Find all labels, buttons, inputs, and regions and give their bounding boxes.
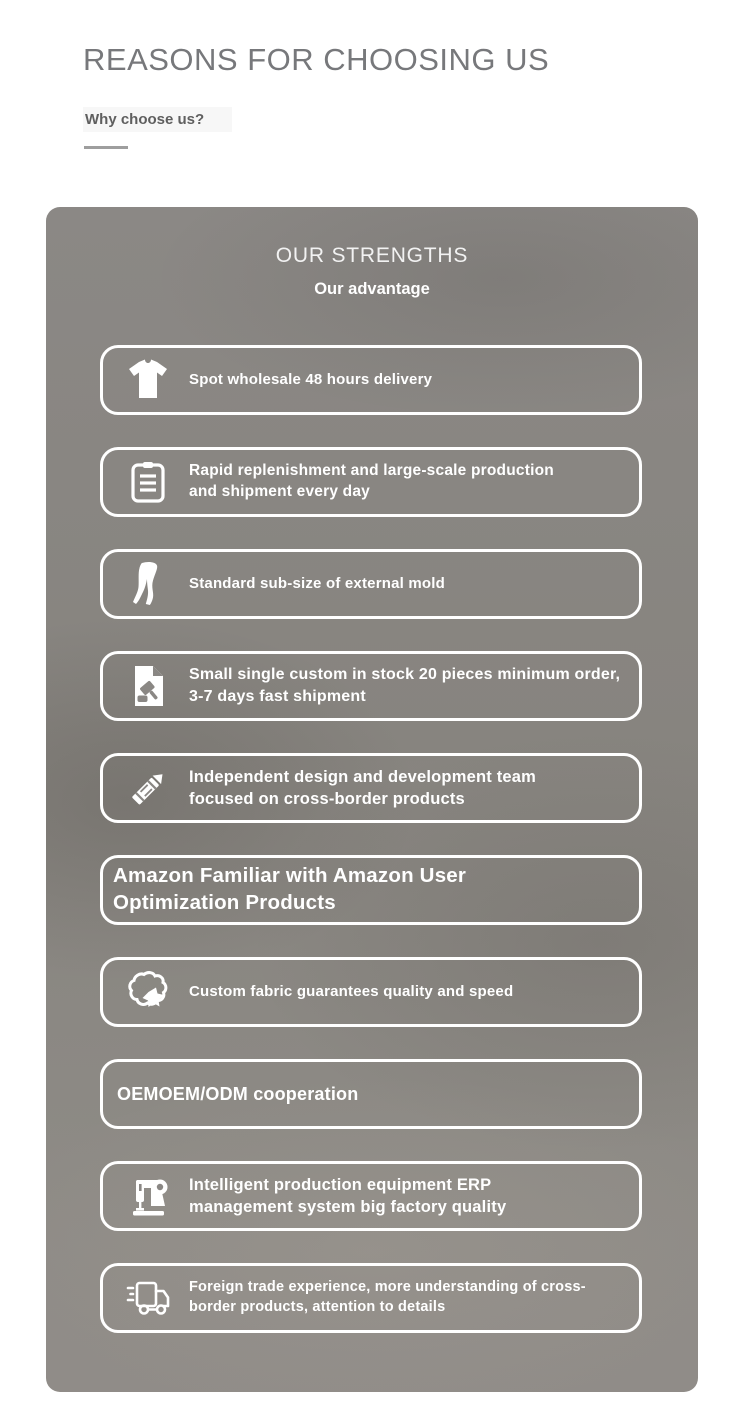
strength-text: Custom fabric guarantees quality and speed bbox=[189, 982, 514, 1000]
strength-text: Small single custom in stock 20 pieces minimum order, 3-7 days fast shipment bbox=[189, 666, 621, 705]
clipboard-icon bbox=[121, 458, 175, 506]
strength-item-small-single-custom bbox=[100, 651, 642, 721]
strength-item-standard-subsize bbox=[100, 549, 642, 619]
sewing-machine-icon bbox=[121, 1172, 175, 1220]
strength-text: Independent design and development team focused on cross-border products bbox=[189, 767, 537, 808]
strength-item-rapid-replenishment bbox=[100, 447, 642, 517]
page-title: REASONS FOR CHOOSING US bbox=[83, 42, 550, 77]
cotton-icon bbox=[121, 968, 175, 1016]
delivery-truck-icon bbox=[121, 1274, 175, 1322]
strength-text: OEMOEM/ODM cooperation bbox=[117, 1083, 359, 1104]
strength-text: Foreign trade experience, more understanding of cross-border products, attention to details bbox=[189, 1279, 586, 1315]
page-subtitle: Why choose us? bbox=[83, 107, 232, 132]
strength-item-custom-fabric bbox=[100, 957, 642, 1027]
strength-item-amazon bbox=[100, 855, 642, 925]
title-underline bbox=[84, 146, 128, 149]
strength-item-spot-wholesale bbox=[100, 345, 642, 415]
strength-item-oem-odm bbox=[100, 1059, 642, 1129]
tights-icon bbox=[121, 560, 175, 608]
card-subheading: Our advantage bbox=[314, 280, 430, 298]
strength-item-foreign-trade bbox=[100, 1263, 642, 1333]
strength-text: Amazon Familiar with Amazon User Optimization Products bbox=[113, 864, 467, 914]
strengths-card bbox=[46, 207, 698, 1392]
pencil-icon bbox=[121, 764, 175, 812]
strength-text: Spot wholesale 48 hours delivery bbox=[189, 370, 433, 388]
strength-text: Standard sub-size of external mold bbox=[189, 574, 446, 592]
strength-text: Intelligent production equipment ERP management system big factory quality bbox=[189, 1175, 507, 1216]
strengths-list bbox=[100, 345, 642, 1333]
strength-text: Rapid replenishment and large-scale production and shipment every day bbox=[189, 462, 554, 500]
card-heading: OUR STRENGTHS bbox=[275, 244, 469, 267]
tshirt-icon bbox=[121, 356, 175, 404]
document-gavel-icon bbox=[121, 662, 175, 710]
strength-item-intelligent-production bbox=[100, 1161, 642, 1231]
strength-item-independent-design bbox=[100, 753, 642, 823]
